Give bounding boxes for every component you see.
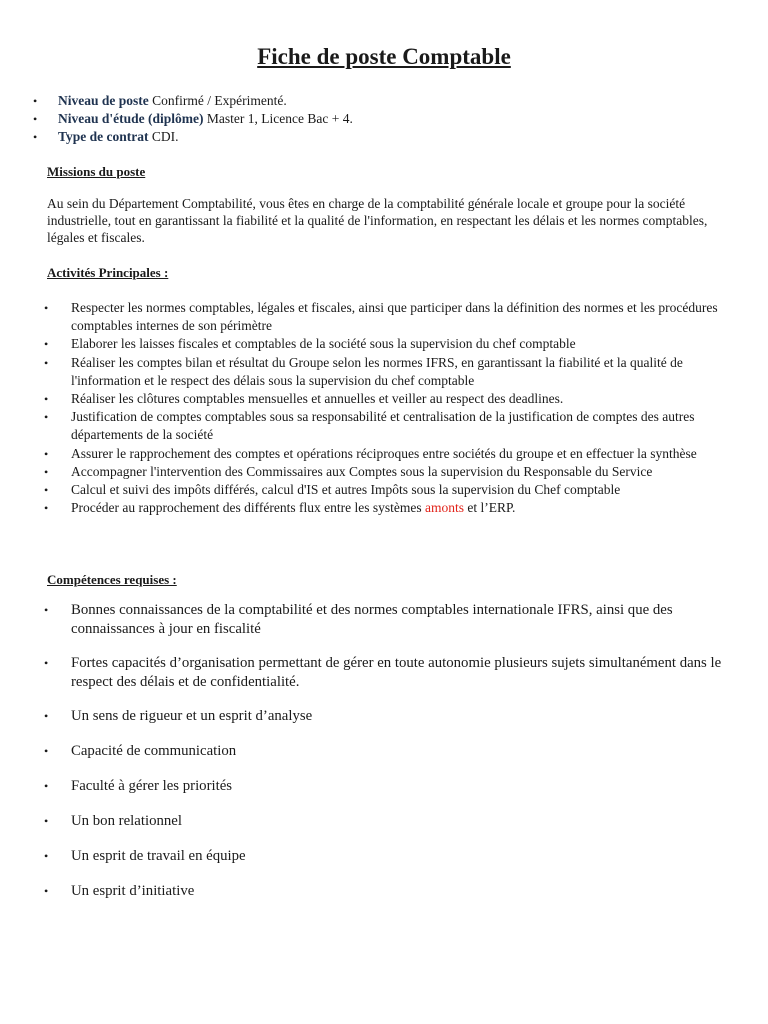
job-meta-list <box>30 92 730 146</box>
meta-item-contract: • Type de contrat CDI. <box>30 128 730 146</box>
list-item: • Bonnes connaissances de la comptabilité et des normes comptables internationale IFRS, ainsi que des connaissances à jour en fiscalité <box>47 601 723 638</box>
list-item: • Un esprit d’initiative <box>47 882 723 901</box>
list-item: • Capacité de communication <box>47 742 723 761</box>
list-item: • Assurer le rapprochement des comptes et opérations réciproques entre sociétés du groupe et en effectuer la synthèse <box>47 445 723 463</box>
list-item: • Calcul et suivi des impôts différés, calcul d'IS et autres Impôts sous la supervision du Chef comptable <box>47 481 723 499</box>
activities-list <box>47 299 723 517</box>
skills-list <box>47 601 723 901</box>
list-item: • Procéder au rapprochement des différents flux entre les systèmes amonts et l’ERP. <box>47 499 723 517</box>
list-item: • Justification de comptes comptables sous sa responsabilité et centralisation de la justification de comptes des autres départements de la société <box>47 408 723 444</box>
page-title: Fiche de poste Comptable <box>257 44 511 69</box>
list-item: • Réaliser les comptes bilan et résultat du Groupe selon les normes IFRS, en garantissant la fiabilité et la qualité de l'information et le respect des délais sous la supervision du chef comptable <box>47 354 723 390</box>
list-item: • Faculté à gérer les priorités <box>47 777 723 796</box>
list-item: • Réaliser les clôtures comptables mensuelles et annuelles et veiller au respect des deadlines. <box>47 390 723 408</box>
missions-heading: Missions du poste <box>47 164 146 179</box>
list-item: • Un esprit de travail en équipe <box>47 847 723 866</box>
highlighted-word: amonts <box>425 500 464 516</box>
missions-text: Au sein du Département Comptabilité, vous êtes en charge de la comptabilité générale locale et groupe pour la société industrielle, tout en garantissant la fiabilité et la qualité de l'information, en respectant les délais et les normes comptables, légales et fiscales. <box>47 196 708 245</box>
activities-heading: Activités Principales : <box>47 265 169 280</box>
list-item: • Un bon relationnel <box>47 812 723 831</box>
skills-heading: Compétences requises : <box>47 572 177 587</box>
list-item: • Un sens de rigueur et un esprit d’analyse <box>47 707 723 726</box>
meta-item-level: • Niveau de poste Confirmé / Expérimenté. <box>30 92 730 110</box>
list-item: • Elaborer les laisses fiscales et comptables de la société sous la supervision du chef comptable <box>47 335 723 353</box>
meta-item-education: • Niveau d'étude (diplôme) Master 1, Licence Bac + 4. <box>30 110 730 128</box>
list-item: • Accompagner l'intervention des Commissaires aux Comptes sous la supervision du Responsable du Service <box>47 463 723 481</box>
list-item: • Respecter les normes comptables, légales et fiscales, ainsi que participer dans la définition des normes et les procédures comptables internes de son périmètre <box>47 299 723 335</box>
list-item: • Fortes capacités d’organisation permettant de gérer en toute autonomie plusieurs sujets simultanément dans le respect des délais et de confidentialité. <box>47 654 723 691</box>
